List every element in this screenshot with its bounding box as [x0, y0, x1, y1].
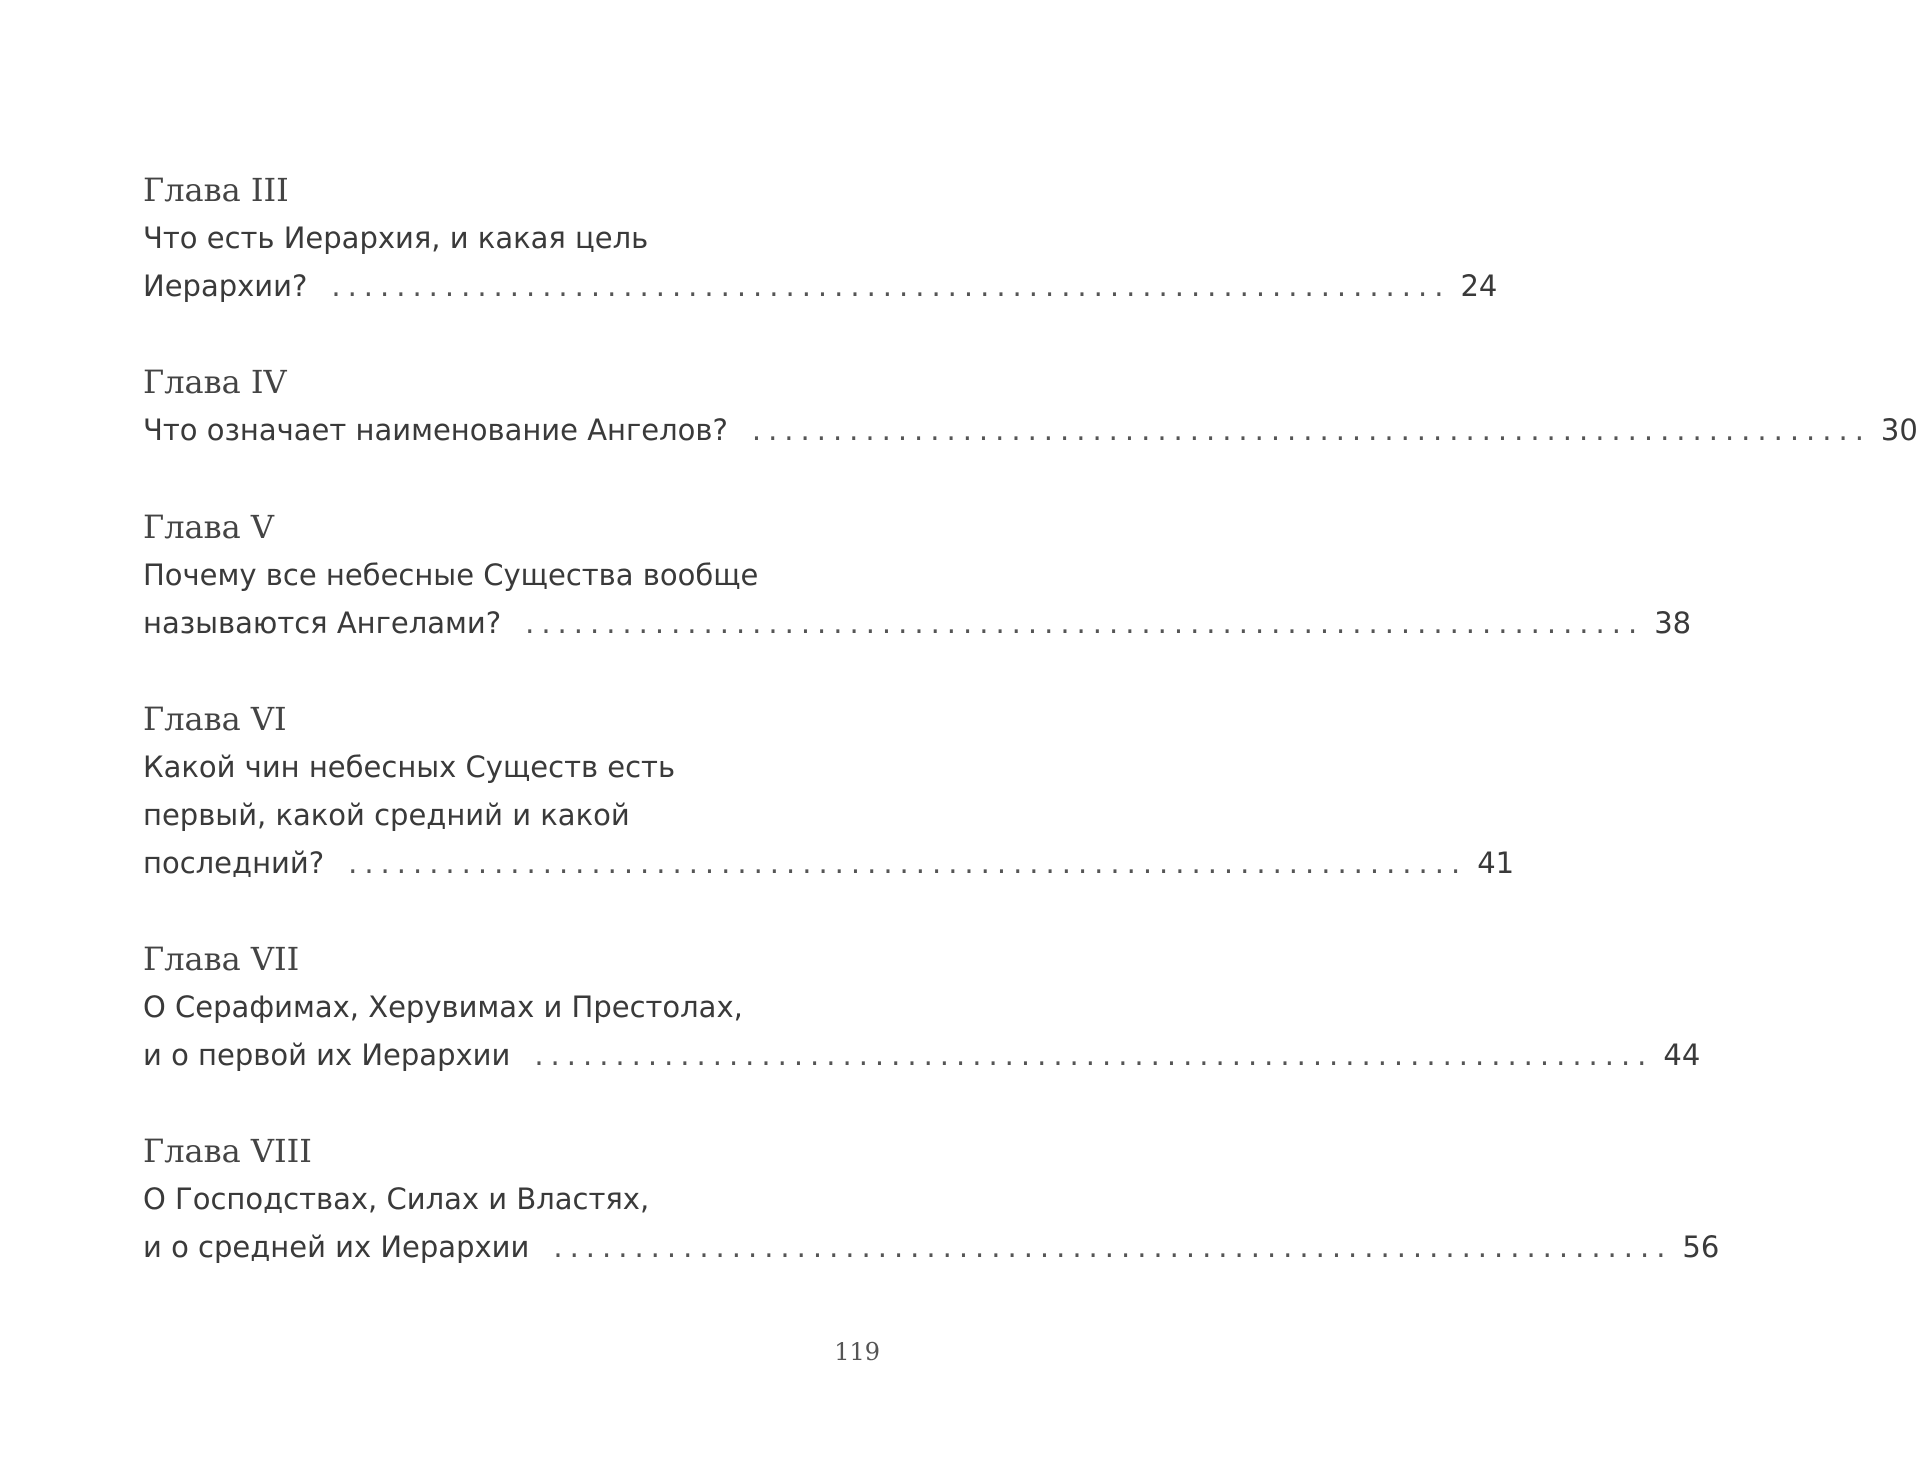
toc-entry [143, 935, 1701, 1079]
toc-entry [143, 695, 1515, 887]
toc-entry [143, 1127, 1720, 1271]
table-of-contents [143, 166, 1918, 1271]
chapter-title-last-line [143, 599, 1692, 647]
chapter-title-line: О Господствах, Силах и Властях, [143, 1182, 650, 1216]
page-number: 44 [1663, 1038, 1701, 1072]
page-number: 38 [1654, 606, 1692, 640]
page-number: 56 [1682, 1230, 1720, 1264]
chapter-title-line: Почему все небесные Существа вообще [143, 558, 759, 592]
chapter-title-last-line [143, 262, 1498, 310]
chapter-title-text: последний? [143, 846, 325, 880]
chapter-title-line: О Серафимах, Херувимах и Престолах, [143, 990, 743, 1024]
page-number: 41 [1477, 846, 1515, 880]
chapter-title-text: и о средней их Иерархии [143, 1230, 530, 1264]
chapter-title-text: Иерархии? [143, 269, 308, 303]
chapter-title-last-line [143, 406, 1918, 454]
toc-entry [143, 503, 1692, 647]
dot-leader: ..................................................................... [553, 1230, 1673, 1264]
chapter-title-last-line [143, 1223, 1720, 1271]
chapter-title-line: Что есть Иерархия, и какая цель [143, 221, 649, 255]
folio-page-number: 119 [834, 1338, 880, 1366]
page-number: 30 [1880, 413, 1918, 447]
page-number: 24 [1460, 269, 1498, 303]
chapter-title-last-line [143, 839, 1515, 887]
toc-entry [143, 166, 1498, 310]
chapter-title-last-line [143, 1031, 1701, 1079]
chapter-heading: Глава VI [143, 700, 287, 738]
chapter-heading: Глава VIII [143, 1132, 312, 1170]
chapter-title-line: первый, какой средний и какой [143, 798, 630, 832]
chapter-heading: Глава IV [143, 363, 287, 401]
chapter-title-line: Какой чин небесных Существ есть [143, 750, 676, 784]
chapter-title-text: называются Ангелами? [143, 606, 502, 640]
dot-leader: ..................................................................... [534, 1038, 1654, 1072]
dot-leader: ..................................................................... [525, 606, 1645, 640]
chapter-title-text: и о первой их Иерархии [143, 1038, 511, 1072]
chapter-title-text: Что означает наименование Ангелов? [143, 413, 728, 447]
toc-entry [143, 358, 1918, 454]
chapter-heading: Глава III [143, 171, 289, 209]
dot-leader: ..................................................................... [751, 413, 1871, 447]
dot-leader: ..................................................................... [331, 269, 1451, 303]
dot-leader: ..................................................................... [348, 846, 1468, 880]
chapter-heading: Глава VII [143, 940, 300, 978]
chapter-heading: Глава V [143, 508, 274, 546]
